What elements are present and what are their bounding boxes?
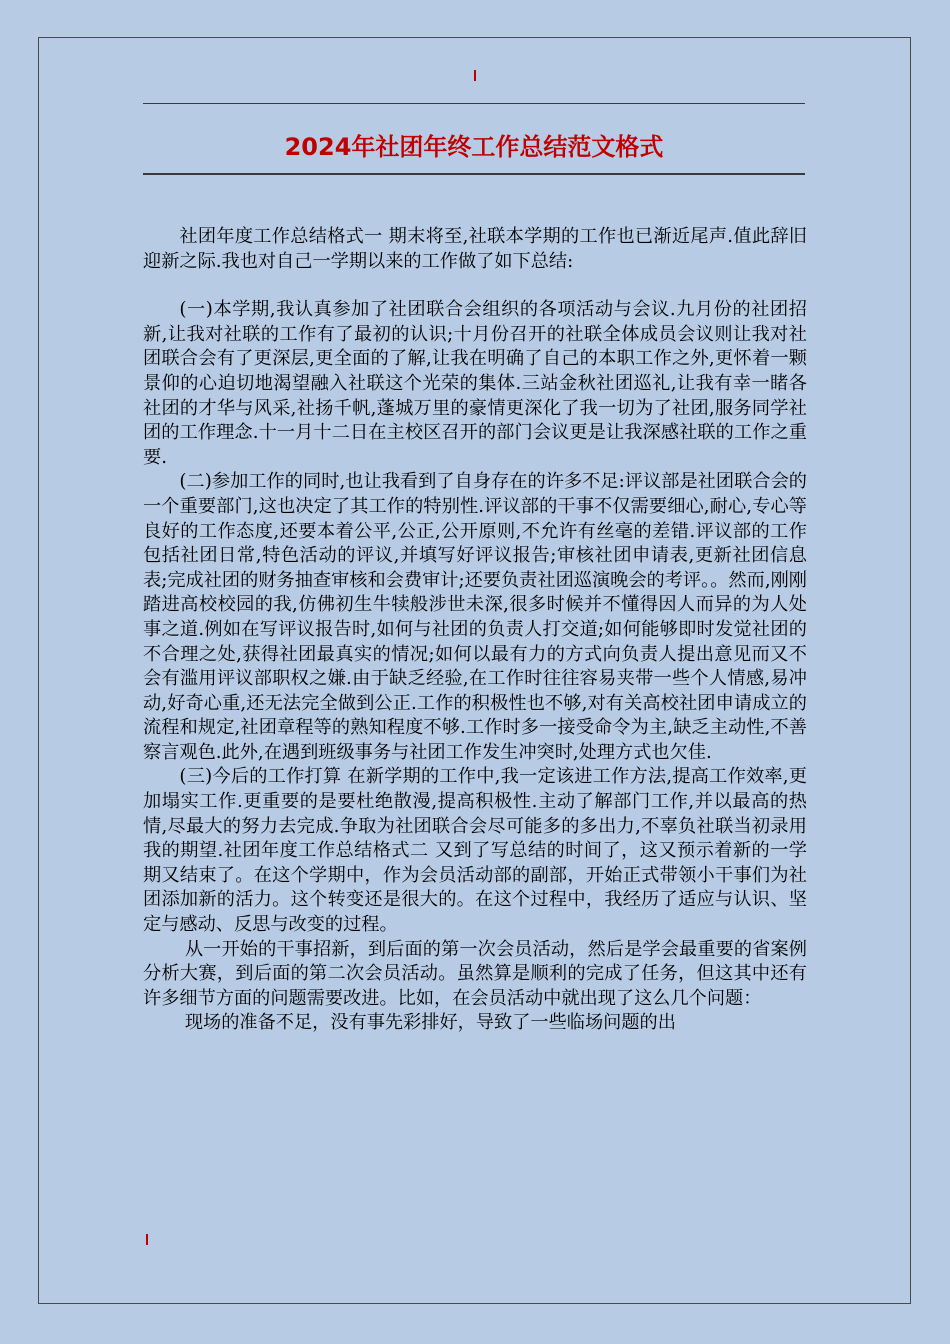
bottom-mark: [146, 1234, 148, 1245]
paragraph-section-1: (一)本学期,我认真参加了社团联合会组织的各项活动与会议.九月份的社团招新,让我对社联的工作有了最初的认识;十月份召开的社联全体成员会议则让我对社团联合会有了更深层,更全面的了解,让我在明确了自己的本职工作之外,更怀着一颗景仰的心迫切地渴望融入社联这个光荣的集体.三站金秋社团巡礼,让我有幸一睹各社团的才华与风采,社扬千帆,蓬城万里的豪情更深化了我一切为了社团,服务同学社团的工作理念.十一月十二日在主校区召开的部门会议更是让我深感社联的工作之重要.: [143, 299, 807, 468]
header-rule: [143, 103, 805, 104]
document-body: [143, 225, 807, 1036]
title-rule: [143, 173, 805, 175]
top-mark: [474, 70, 476, 81]
paragraph-recruitment: 从一开始的干事招新，到后面的第一次会员活动，然后是学会最重要的省案例分析大赛，到后面的第二次会员活动。虽然算是顺利的完成了任务，但这其中还有许多细节方面的问题需要改进。比如，在会员活动中就出现了这么几个问题：: [143, 938, 807, 1009]
paragraph-section-3: (三)今后的工作打算 在新学期的工作中,我一定该进工作方法,提高工作效率,更加塌实工作.更重要的是要杜绝散漫,提高积极性.主动了解部门工作,并以最高的热情,尽最大的努力去完成.争取为社团联合会尽可能多的多出力,不辜负社联当初录用我的期望.社团年度工作总结格式二 又到了写总结的时间了，这又预示着新的一学期又结束了。在这个学期中，作为会员活动部的副部，开始正式带领小干事们为社团添加新的活力。这个转变还是很大的。在这个过程中，我经历了适应与认识、坚定与感动、反思与改变的过程。: [143, 766, 807, 936]
paragraph-preparation: 现场的准备不足，没有事先彩排好，导致了一些临场问题的出: [184, 1012, 676, 1034]
document-title: 2024年社团年终工作总结范文格式: [284, 133, 664, 161]
paragraph-section-2: (二)参加工作的同时,也让我看到了自身存在的许多不足:评议部是社团联合会的一个重要部门,这也决定了其工作的特别性.评议部的干事不仅需要细心,耐心,专心等良好的工作态度,还要本着公平,公正,公开原则,不允许有丝毫的差错.评议部的工作包括社团日常,特色活动的评议,并填写好评议报告;审核社团申请表,更新社团信息表;完成社团的财务抽查审核和会费审计;还要负责社团巡演晚会的考评。。然而,刚刚踏进高校校园的我,仿佛初生牛犊般涉世未深,很多时候并不懂得因人而异的为人处事之道.例如在写评议报告时,如何与社团的负责人打交道;如何能够即时发觉社团的不合理之处,获得社团最真实的情况;如何以最有力的方式向负责人提出意见而又不会有滥用评议部职权之嫌.由于缺乏经验,在工作时往往容易夹带一些个人情感,易冲动,好奇心重,还无法完全做到公正.工作的积极性也不够,对有关高校社团申请成立的流程和规定,社团章程等的熟知程度不够.工作时多一接受命令为主,缺乏主动性,不善察言观色.此外,在遇到班级事务与社团工作发生冲突时,处理方式也欠佳.: [143, 471, 807, 763]
paragraph-intro: 社团年度工作总结格式一 期末将至,社联本学期的工作也已渐近尾声.值此辞旧迎新之际.我也对自己一学期以来的工作做了如下总结:: [143, 226, 807, 272]
